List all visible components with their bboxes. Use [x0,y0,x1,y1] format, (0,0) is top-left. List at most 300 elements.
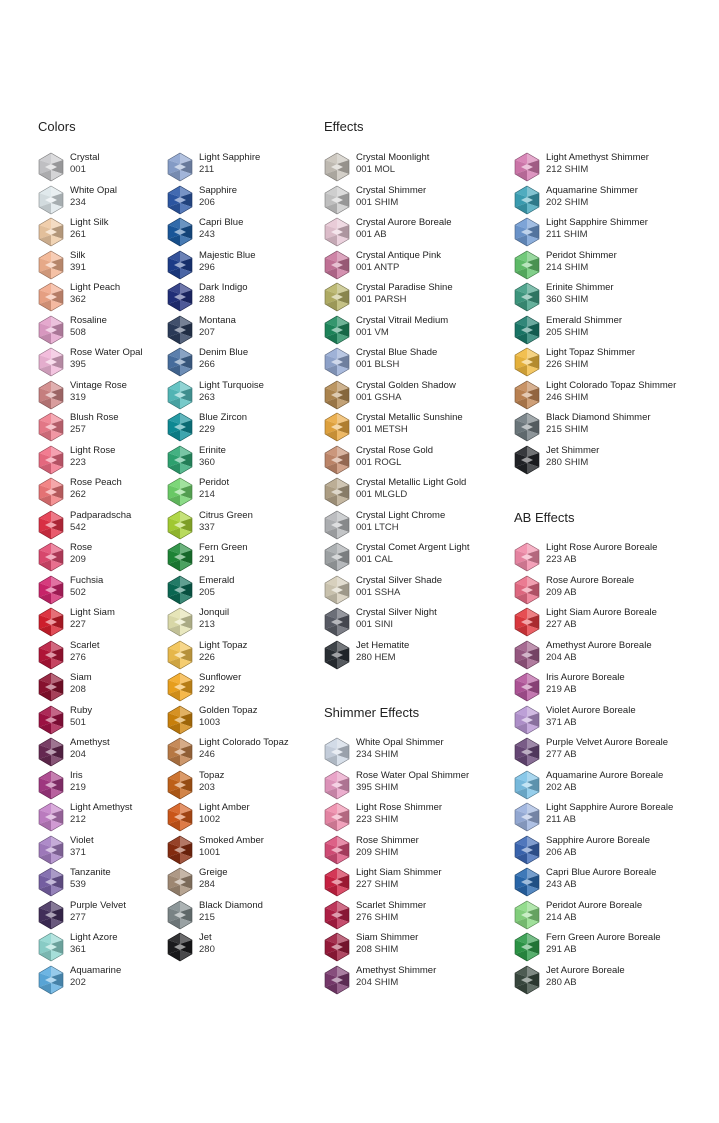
swatch-item [324,250,514,280]
bicone-bead-icon [514,737,540,767]
swatch-code: 202 [70,976,86,988]
swatch-code: 234 [70,196,86,208]
bicone-bead-icon [38,250,64,280]
swatch-code: 277 [70,911,86,923]
swatch-item [514,640,704,670]
bicone-bead-icon [38,770,64,800]
bicone-bead-icon [514,217,540,247]
swatch-item [514,900,704,930]
swatch-name: Topaz [199,769,225,781]
bicone-bead-icon [514,542,540,572]
swatch-name: Crystal [70,152,100,163]
swatch-name: Scarlet Shimmer [356,899,427,911]
bicone-bead-icon [167,185,193,215]
bicone-bead-icon [167,770,193,800]
bicone-bead-icon [324,477,350,507]
bicone-bead-icon [514,867,540,897]
swatch-code: 214 SHIM [546,261,589,273]
swatch-name: Light Sapphire Aurore Boreale [546,802,674,813]
swatch-code: 1003 [199,716,221,728]
bicone-bead-icon [167,737,193,767]
bicone-bead-icon [324,250,350,280]
swatch-code: 288 [199,294,215,305]
swatch-name: Tanzanite [70,867,111,878]
swatch-name: Peridot Aurore Boreale [546,899,643,911]
swatch-name: Sapphire Aurore Boreale [546,834,651,846]
swatch-item [514,965,704,995]
swatch-item [514,542,704,572]
swatch-code: 001 METSH [356,424,408,435]
swatch-item [324,575,514,605]
swatch-name: Crystal Golden Shadow [356,379,456,391]
bicone-bead-icon [38,217,64,247]
swatch-code: 395 SHIM [356,781,399,793]
bicone-bead-icon [38,315,64,345]
swatch-name: Crystal Comet Argent Light [356,542,470,553]
swatch-item [514,152,704,182]
swatch-code: 263 [199,391,215,403]
swatch-code: 395 [70,359,86,370]
bicone-bead-icon [38,705,64,735]
swatch-item [324,510,514,540]
bicone-bead-icon [324,412,350,442]
swatch-code: 001 SINI [356,619,393,630]
swatch-code: 362 [70,294,86,305]
swatch-code: 202 AB [546,781,577,793]
swatch-code: 001 GSHA [356,391,402,403]
bicone-bead-icon [324,510,350,540]
bicone-bead-icon [167,510,193,540]
bicone-bead-icon [38,867,64,897]
swatch-name: Padparadscha [70,509,132,521]
swatch-code: 209 SHIM [356,846,399,858]
swatch-item [514,705,704,735]
swatch-code: 214 [199,489,215,500]
bicone-bead-icon [514,900,540,930]
swatch-code: 246 [199,749,215,760]
bicone-bead-icon [514,607,540,637]
swatch-code: 001 MLGLD [356,489,408,500]
bicone-bead-icon [514,445,540,475]
bicone-bead-icon [38,737,64,767]
swatch-item [324,965,514,995]
swatch-code: 371 [70,846,86,858]
swatch-code: 360 SHIM [546,294,589,305]
swatch-code: 266 [199,359,215,370]
bicone-bead-icon [324,315,350,345]
swatch-item [514,315,704,345]
swatch-code: 226 SHIM [546,359,589,370]
bicone-bead-icon [167,835,193,865]
swatch-item [324,185,514,215]
swatch-code: 291 [199,554,215,565]
swatch-code: 213 [199,619,215,630]
swatch-name: Light Amethyst Shimmer [546,152,649,163]
swatch-name: Rose Water Opal [70,347,143,358]
bicone-bead-icon [324,380,350,410]
bicone-bead-icon [38,542,64,572]
bicone-bead-icon [167,575,193,605]
swatch-code: 276 [70,651,86,663]
swatch-name: White Opal Shimmer [356,737,444,748]
bicone-bead-icon [514,705,540,735]
swatch-name: Light Amethyst [70,802,133,813]
bicone-bead-icon [38,185,64,215]
swatch-item [514,867,704,897]
swatch-code: 276 SHIM [356,911,399,923]
swatch-name: Crystal Aurore Boreale [356,217,452,228]
swatch-name: White Opal [70,184,117,196]
swatch-item [167,705,357,735]
swatch-code: 319 [70,391,86,403]
swatch-code: 212 [70,814,86,825]
swatch-code: 202 SHIM [546,196,589,208]
swatch-item [514,445,704,475]
swatch-code: 209 [70,554,86,565]
heading-shimmer-effects: Shimmer Effects [324,705,420,720]
swatch-name: Capri Blue Aurore Boreale [546,867,657,878]
bicone-bead-icon [167,932,193,962]
swatch-code: 501 [70,716,86,728]
swatch-code: 292 [199,684,215,695]
swatch-name: Vintage Rose [70,379,127,391]
bicone-bead-icon [167,412,193,442]
swatch-name: Aquamarine Shimmer [546,184,638,196]
swatch-code: 001 [70,164,86,175]
bicone-bead-icon [514,412,540,442]
swatch-code: 001 PARSH [356,294,407,305]
swatch-item [514,217,704,247]
swatch-name: Ruby [70,704,93,716]
swatch-name: Violet [70,834,94,846]
swatch-name: Emerald Shimmer [546,314,623,326]
swatch-name: Fern Green [199,542,248,553]
swatch-item [324,932,514,962]
swatch-name: Golden Topaz [199,704,258,716]
swatch-code: 205 SHIM [546,326,589,338]
swatch-code: 361 [70,944,86,955]
swatch-item [38,965,228,995]
bicone-bead-icon [38,575,64,605]
swatch-code: 280 [199,944,215,955]
bicone-bead-icon [324,737,350,767]
swatch-code: 296 [199,261,215,273]
swatch-code: 360 [199,456,215,468]
swatch-code: 207 [199,326,215,338]
swatch-item [324,347,514,377]
bicone-bead-icon [514,347,540,377]
swatch-name: Siam [70,672,92,683]
swatch-name: Light Rose Aurore Boreale [546,542,658,553]
swatch-code: 229 [199,424,215,435]
swatch-name: Jet [199,932,212,943]
swatch-code: 001 SSHA [356,586,401,598]
swatch-code: 284 [199,879,215,890]
bicone-bead-icon [324,932,350,962]
swatch-code: 227 AB [546,619,577,630]
swatch-name: Emerald [199,574,235,586]
swatch-code: 280 HEM [356,651,396,663]
bicone-bead-icon [324,152,350,182]
swatch-name: Light Colorado Topaz [199,737,289,748]
swatch-code: 219 AB [546,684,577,695]
swatch-name: Peridot [199,477,230,488]
swatch-name: Jet Hematite [356,639,410,651]
swatch-item [324,217,514,247]
swatch-item [324,477,514,507]
bicone-bead-icon [167,445,193,475]
swatch-name: Crystal Metallic Sunshine [356,412,463,423]
bicone-bead-icon [167,152,193,182]
swatch-code: 280 SHIM [546,456,589,468]
swatch-name: Smoked Amber [199,834,264,846]
bicone-bead-icon [167,705,193,735]
swatch-name: Rose Peach [70,477,122,488]
swatch-name: Sunflower [199,672,242,683]
bicone-bead-icon [324,965,350,995]
swatch-name: Crystal Rose Gold [356,444,434,456]
swatch-code: 001 BLSH [356,359,400,370]
swatch-code: 337 [199,521,215,533]
swatch-item [514,282,704,312]
swatch-code: 211 [199,164,215,175]
swatch-item [324,607,514,637]
swatch-code: 001 CAL [356,554,393,565]
swatch-code: 1001 [199,846,221,858]
swatch-item [514,672,704,702]
bicone-bead-icon [514,802,540,832]
bicone-bead-icon [38,835,64,865]
bicone-bead-icon [324,607,350,637]
swatch-code: 206 [199,196,215,208]
swatch-name: Amethyst Shimmer [356,964,437,976]
swatch-name: Erinite Shimmer [546,282,614,293]
swatch-code: 223 AB [546,554,577,565]
swatch-item [324,412,514,442]
swatch-item [324,737,514,767]
swatch-name: Rose Water Opal Shimmer [356,769,470,781]
swatch-item [514,250,704,280]
swatch-name: Black Diamond Shimmer [546,412,651,423]
swatch-item [324,835,514,865]
bicone-bead-icon [167,640,193,670]
bicone-bead-icon [514,315,540,345]
swatch-code: 539 [70,879,86,890]
swatch-name: Rose Shimmer [356,834,419,846]
bicone-bead-icon [38,477,64,507]
swatch-item [167,672,357,702]
bicone-bead-icon [38,672,64,702]
swatch-code: 261 [70,229,86,240]
swatch-code: 208 [70,684,86,695]
swatch-code: 206 AB [546,846,577,858]
swatch-name: Light Rose Shimmer [356,802,443,813]
swatch-code: 203 [199,781,215,793]
swatch-name: Light Amber [199,802,250,813]
swatch-code: 212 SHIM [546,164,589,175]
swatch-name: Crystal Antique Pink [356,249,442,261]
swatch-name: Light Silk [70,217,109,228]
swatch-item [514,380,704,410]
bicone-bead-icon [324,770,350,800]
swatch-code: 262 [70,489,86,500]
bicone-bead-icon [167,542,193,572]
swatch-name: Erinite [199,444,226,456]
swatch-name: Crystal Silver Night [356,607,437,618]
swatch-code: 209 AB [546,586,577,598]
swatch-name: Crystal Paradise Shine [356,282,453,293]
bicone-bead-icon [38,152,64,182]
swatch-name: Capri Blue [199,217,244,228]
swatch-name: Purple Velvet Aurore Boreale [546,737,668,748]
swatch-name: Crystal Vitrail Medium [356,314,449,326]
swatch-code: 226 [199,651,215,663]
swatch-name: Crystal Blue Shade [356,347,438,358]
swatch-name: Blue Zircon [199,412,248,423]
swatch-code: 243 AB [546,879,577,890]
swatch-code: 257 [70,424,86,435]
swatch-code: 246 SHIM [546,391,589,403]
bicone-bead-icon [324,867,350,897]
swatch-code: 208 SHIM [356,944,399,955]
swatch-name: Light Siam Aurore Boreale [546,607,657,618]
bicone-bead-icon [38,380,64,410]
swatch-name: Fuchsia [70,574,104,586]
bicone-bead-icon [38,412,64,442]
swatch-code: 211 SHIM [546,229,588,240]
bicone-bead-icon [324,282,350,312]
swatch-name: Amethyst Aurore Boreale [546,639,652,651]
swatch-code: 227 [70,619,86,630]
swatch-item [514,412,704,442]
swatch-code: 223 [70,456,86,468]
swatch-item [324,315,514,345]
bicone-bead-icon [38,932,64,962]
swatch-name: Rosaline [70,314,107,326]
bicone-bead-icon [514,575,540,605]
bicone-bead-icon [38,510,64,540]
swatch-name: Crystal Silver Shade [356,574,443,586]
swatch-item [514,185,704,215]
swatch-code: 277 AB [546,749,577,760]
swatch-code: 502 [70,586,86,598]
bicone-bead-icon [324,185,350,215]
bicone-bead-icon [167,282,193,312]
bicone-bead-icon [167,672,193,702]
heading-colors: Colors [38,119,76,134]
swatch-code: 542 [70,521,86,533]
swatch-code: 001 LTCH [356,521,399,533]
bicone-bead-icon [38,347,64,377]
swatch-name: Rose Aurore Boreale [546,574,635,586]
swatch-name: Light Sapphire [199,152,261,163]
bicone-bead-icon [167,867,193,897]
swatch-code: 219 [70,781,86,793]
swatch-code: 291 AB [546,944,577,955]
swatch-name: Blush Rose [70,412,119,423]
bicone-bead-icon [324,802,350,832]
bicone-bead-icon [38,802,64,832]
bicone-bead-icon [167,347,193,377]
bicone-bead-icon [514,250,540,280]
swatch-code: 211 AB [546,814,576,825]
bicone-bead-icon [514,380,540,410]
swatch-code: 205 [199,586,215,598]
swatch-name: Light Rose [70,444,116,456]
heading-ab-effects: AB Effects [514,510,575,525]
bicone-bead-icon [167,315,193,345]
swatch-code: 001 AB [356,229,387,240]
swatch-code: 001 SHIM [356,196,399,208]
bicone-bead-icon [324,217,350,247]
swatch-code: 227 SHIM [356,879,399,890]
swatch-code: 001 ANTP [356,261,400,273]
bicone-bead-icon [514,965,540,995]
swatch-name: Majestic Blue [199,249,256,261]
bicone-bead-icon [324,542,350,572]
swatch-code: 391 [70,261,86,273]
swatch-name: Light Turquoise [199,379,264,391]
swatch-code: 215 SHIM [546,424,589,435]
swatch-name: Amethyst [70,737,110,748]
swatch-name: Light Topaz Shimmer [546,347,636,358]
swatch-code: 280 AB [546,976,577,988]
swatch-name: Light Peach [70,282,121,293]
swatch-name: Crystal Moonlight [356,152,430,163]
swatch-code: 1002 [199,814,221,825]
swatch-item [514,575,704,605]
swatch-item [514,835,704,865]
swatch-code: 204 AB [546,651,577,663]
swatch-code: 001 MOL [356,164,396,175]
swatch-code: 001 VM [356,326,389,338]
bicone-bead-icon [324,347,350,377]
swatch-name: Aquamarine Aurore Boreale [546,769,664,781]
swatch-item [514,770,704,800]
bicone-bead-icon [167,607,193,637]
swatch-name: Silk [70,249,86,261]
bicone-bead-icon [514,152,540,182]
bicone-bead-icon [38,282,64,312]
swatch-code: 204 [70,749,86,760]
bicone-bead-icon [324,640,350,670]
bicone-bead-icon [167,802,193,832]
swatch-name: Greige [199,867,228,878]
swatch-code: 508 [70,326,86,338]
swatch-name: Light Siam Shimmer [356,867,442,878]
bicone-bead-icon [167,900,193,930]
swatch-code: 214 AB [546,911,577,923]
swatch-name: Peridot Shimmer [546,249,617,261]
bicone-bead-icon [38,900,64,930]
bicone-bead-icon [514,282,540,312]
swatch-item [514,347,704,377]
swatch-code: 223 SHIM [356,814,399,825]
swatch-code: 243 [199,229,215,240]
swatch-item [514,932,704,962]
bicone-bead-icon [38,640,64,670]
swatch-name: Citrus Green [199,509,253,521]
swatch-name: Light Siam [70,607,115,618]
bicone-bead-icon [514,640,540,670]
swatch-name: Crystal Metallic Light Gold [356,477,467,488]
swatch-name: Dark Indigo [199,282,248,293]
bicone-bead-icon [38,607,64,637]
swatch-item [324,445,514,475]
swatch-item [324,152,514,182]
swatch-name: Iris [70,769,83,781]
swatch-name: Light Sapphire Shimmer [546,217,648,228]
